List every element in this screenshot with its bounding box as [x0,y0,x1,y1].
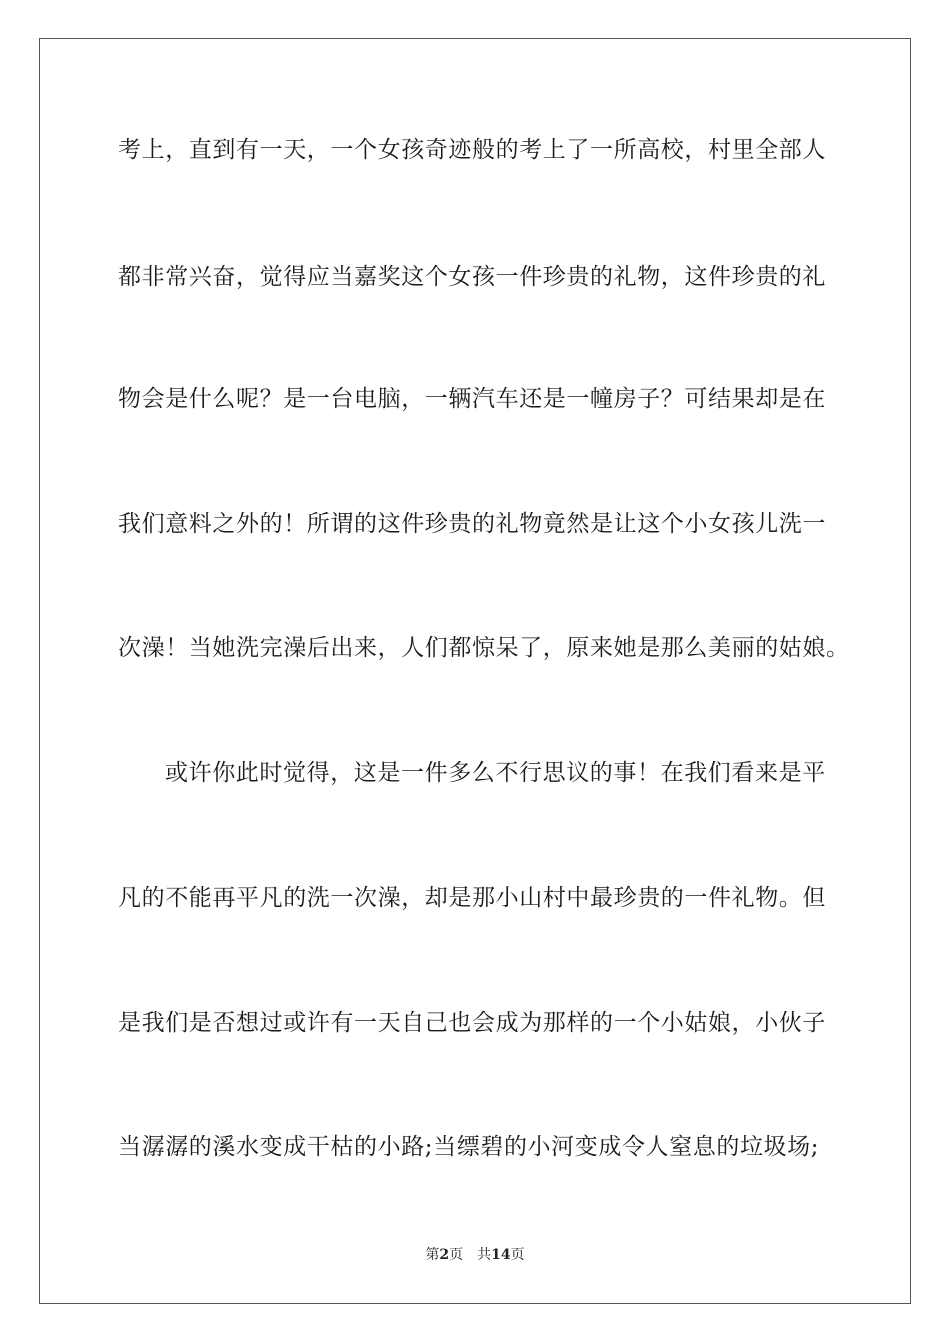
body-line-1: 考上，直到有一天，一个女孩奇迹般的考上了一所高校，村里全部人 [118,137,826,163]
page-number: 2 [439,1247,450,1263]
body-line-2: 都非常兴奋，觉得应当嘉奖这个女孩一件珍贵的礼物，这件珍贵的礼 [118,264,826,290]
body-line-8: 是我们是否想过或许有一天自己也会成为那样的一个小姑娘，小伙子 [118,1010,826,1036]
body-line-3: 物会是什么呢？是一台电脑，一辆汽车还是一幢房子？可结果却是在 [118,386,826,412]
page-prefix: 第 [425,1247,440,1263]
body-line-4: 我们意料之外的！所谓的这件珍贵的礼物竟然是让这个小女孩儿洗一 [118,511,826,537]
body-line-7: 凡的不能再平凡的洗一次澡，却是那小山村中最珍贵的一件礼物。但 [118,885,826,911]
page-footer [0,1246,950,1264]
total-prefix: 共 [477,1247,492,1263]
total-pages: 14 [491,1247,511,1263]
body-line-5: 次澡！当她洗完澡后出来，人们都惊呆了，原来她是那么美丽的姑娘。 [118,635,850,661]
page-suffix: 页 [449,1247,464,1263]
body-line-9: 当潺潺的溪水变成干枯的小路;当缥碧的小河变成令人窒息的垃圾场; [118,1134,820,1160]
body-line-6-paragraph-start: 或许你此时觉得，这是一件多么不行思议的事！在我们看来是平 [165,760,826,786]
page-border [39,38,911,1304]
total-suffix: 页 [510,1247,525,1263]
